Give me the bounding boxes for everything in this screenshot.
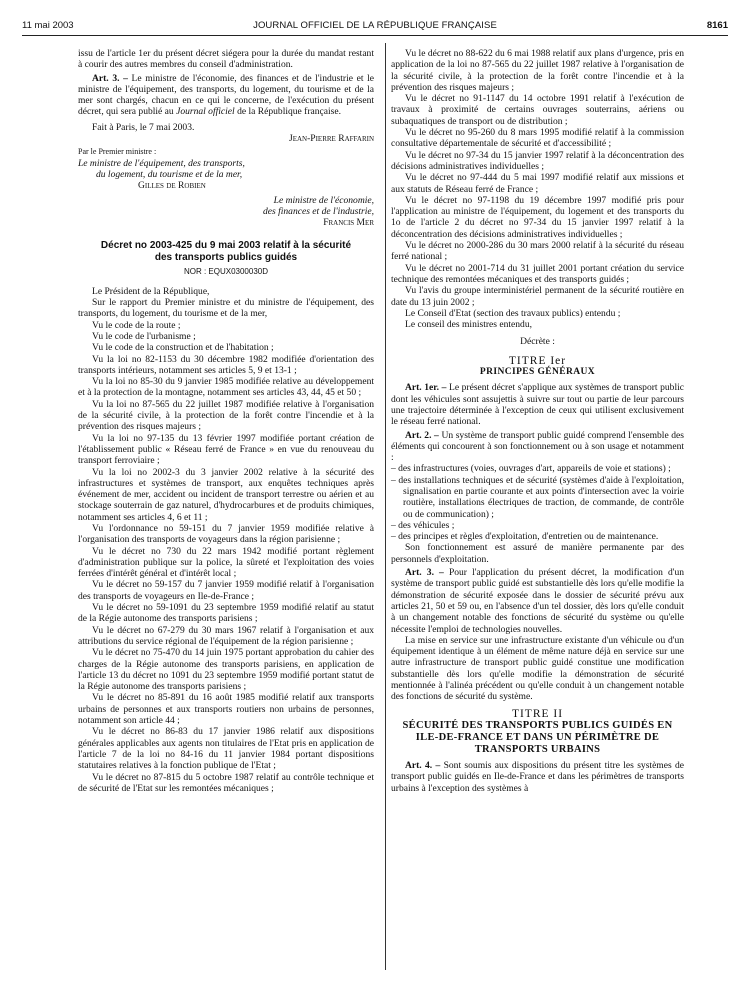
article-2 [391, 430, 684, 464]
visa-item: Vu le décret no 85-891 du 16 août 1985 modifié relatif aux transports urbains de personnes et aux transports routiers non urbains de personnes, notamment son article 44 ; [78, 692, 374, 727]
visa-item: Vu le décret no 97-34 du 15 janvier 1997 relatif à la déconcentration des décisions administratives individuelles ; [391, 149, 684, 172]
minister-equipment-line1: Le ministre de l'équipement, des transports, [78, 157, 245, 169]
article-2-list [391, 463, 684, 542]
article-text: Un système de transport public guidé comprend l'ensemble des éléments qui concourent à son fonctionnement ou à son usage et notamment : [391, 429, 685, 464]
nor-reference: NOR : EQUX0300030D [183, 267, 269, 277]
titre-1: TITRE Ier [508, 354, 567, 367]
visa-item: Vu le décret no 88-622 du 6 mai 1988 relatif aux plans d'urgence, pris en application de la loi no 87-565 du 22 juillet 1987 relative à l'organisation de la sécurité civile, à la protection de la forêt contre l'incendie et à la prévention des risques majeurs ; [391, 48, 684, 93]
minister-economy-line1: Le ministre de l'économie, [273, 194, 374, 206]
visa-item: Vu l'avis du groupe interministériel permanent de la sécurité routière en date du 13 juin 2002 ; [391, 285, 684, 308]
left-column [78, 48, 374, 794]
decrete: Décrète : [520, 336, 555, 348]
article-label: Art. 1er. – [405, 382, 447, 394]
visa-item: Vu la loi no 82-1153 du 30 décembre 1982 modifiée d'orientation des transports intérieurs, notamment ses articles 5, 9 et 13-1 ; [78, 353, 374, 376]
visa-item: Vu le décret no 91-1147 du 14 octobre 1991 relatif à l'exécution de travaux à proximité de certains ouvrages souterrains, aériens ou subaquatiques de transport ou de distribution ; [391, 93, 684, 127]
signature-pm: Jean-Pierre Raffarin [289, 133, 374, 145]
visa-item: Vu le décret no 59-157 du 7 janvier 1959 modifié relatif à l'organisation des transports de voyageurs en Ile-de-France ; [78, 579, 374, 602]
article-text-end: de la République française. [234, 106, 342, 118]
article-text: Le présent décret s'applique aux systèmes de transport public dont les véhicules sont assujettis à suivre sur tout ou partie de leur parcours une trajectoire déterminée à l'exception de ceux qui utilisent exclusivement le réseau ferré national. [391, 382, 684, 428]
visa-item: Vu le décret no 97-444 du 5 mai 1997 modifié relatif aux missions et aux statuts de Réseau ferré de France ; [391, 172, 684, 195]
column-separator [385, 43, 386, 970]
signature-equipment: Gilles de Robien [138, 180, 206, 192]
header-rule [22, 35, 728, 36]
paragraph: issu de l'article 1er du présent décret siégera pour la durée du mandat restant à courir des autres membres du conseil d'administration. [78, 48, 374, 71]
article-label: Art. 3. – [92, 72, 128, 84]
article-label: Art. 4. – [405, 759, 441, 771]
signature-economy: Francis Mer [323, 217, 374, 229]
visa-item: Vu le décret no 2000-286 du 30 mars 2000 relatif à la sécurité du réseau ferré national ; [391, 240, 684, 263]
article-1 [391, 382, 684, 427]
page-header [22, 20, 728, 34]
visa-item: Vu la loi no 2002-3 du 3 janvier 2002 relative à la sécurité des infrastructures et systèmes de transport, aux enquêtes techniques après événement de mer, accident ou incident de transport terrestre ou aérien et au stockage souterrain de gaz naturel, d'hydrocarbures et de produits chimiques, notamment ses articles 4, 6 et 11 ; [78, 466, 374, 523]
article-text: Pour l'application du présent décret, la modification d'un système de transport public guidé est substantielle dès lors qu'elle modifie la démonstration de sécurité exposée dans le dossier de sécurité prévu aux articles 21, 50 et 59 ou, en l'absence d'un tel dossier, dès lors qu'elle conduit à un changement notable des fonctions de sécurité du système ou qu'elle nécessite l'emploi de technologies nouvelles. [391, 567, 685, 635]
list-item: – des véhicules ; [391, 519, 455, 531]
article-3 [391, 567, 684, 635]
minister-equipment-line2: du logement, du tourisme et de la mer, [96, 168, 243, 180]
list-item: – des installations techniques et de sécurité (systèmes d'aide à l'exploitation, signalisation en partie courante et aux points d'intersection avec la voirie routière, installations électriques de traction, de commande, de contrôle ou de communication) ; [391, 474, 684, 520]
list-item: – des principes et règles d'exploitation, d'entretien ou de maintenance. [391, 531, 659, 543]
visa-item: Vu le décret no 97-1198 du 19 décembre 1997 modifié pris pour l'application au ministre de l'équipement, du logement et des transports du 1o de l'article 2 du décret no 97-34 du 15 janvier 1997 relatif à la déconcentration des décisions administratives individuelles ; [391, 194, 684, 240]
decret-title-line2: des transports publics guidés [154, 251, 298, 263]
article-text: Sont soumis aux dispositions du présent titre les systèmes de transport public guidés en Ile-de-France et dans les périmètres de transports urbains à l'exception des systèmes à [391, 759, 685, 794]
visa-item: Vu le décret no 730 du 22 mars 1942 modifié portant règlement d'administration publique sur la police, la sûreté et l'exploitation des voies ferrées d'intérêt général et d'intérêt local ; [78, 545, 374, 580]
article-label: Art. 3. – [405, 567, 444, 579]
visa-item: Vu le décret no 2001-714 du 31 juillet 2001 portant création du service technique des remontées mécaniques et des transports guidés ; [391, 262, 684, 285]
article-text: Le ministre de l'économie, des finances et de l'industrie et le ministre de l'équipement, des transports, du logement, du tourisme et de la mer sont chargés, chacun en ce qui le concerne, de l'exécution du présent décret, qui sera publié au [78, 72, 374, 118]
titre-2: TITRE II [511, 707, 564, 720]
visa-item: Vu le décret no 67-279 du 30 mars 1967 relatif à l'organisation et aux attributions du service régional de l'équipement de la région parisienne ; [78, 624, 374, 647]
page-number: 8161 [706, 20, 728, 31]
visa-item: Vu le décret no 87-815 du 5 octobre 1987 relatif au contrôle technique et de sécurité de l'Etat sur les remontées mécaniques ; [78, 771, 374, 794]
issue-date: 11 mai 2003 [22, 20, 74, 31]
visa-item: Vu le décret no 86-83 du 17 janvier 1986 relatif aux dispositions générales applicables aux agents non titulaires de l'Etat pris en application de l'article 7 de la loi no 84-16 du 11 janvier 1984 portant dispositions statutaires relatives à la fonction publique de l'Etat ; [78, 726, 374, 772]
visa-item: Vu la loi no 85-30 du 9 janvier 1985 modifiée relative au développement et à la protection de la montagne, notamment ses articles 43, 44, 45 et 50 ; [78, 376, 374, 399]
visa-item: Vu l'ordonnance no 59-151 du 7 janvier 1959 modifiée relative à l'organisation des transports de voyageurs dans la région parisienne ; [78, 522, 374, 546]
visa-list [391, 48, 684, 330]
par-le-premier-ministre: Par le Premier ministre : [78, 147, 157, 157]
visa-item: Vu le décret no 59-1091 du 23 septembre 1959 modifié relatif au statut de la Régie autonome des transports parisiens ; [78, 602, 374, 625]
minister-economy-line2: des finances et de l'industrie, [262, 205, 374, 217]
article-4 [391, 760, 684, 794]
article-label: Art. 2. – [405, 429, 439, 441]
visa-item: Vu le code de l'urbanisme ; [92, 330, 196, 342]
right-column [391, 48, 684, 794]
article-3 [78, 73, 374, 118]
visa-item: Sur le rapport du Premier ministre et du ministre de l'équipement, des transports, du logement, du tourisme et de la mer, [78, 297, 374, 320]
list-item: – des infrastructures (voies, ouvrages d'art, appareils de voie et stations) ; [391, 463, 671, 475]
paragraph: Son fonctionnement est assuré de manière permanente par des personnels d'exploitation. [391, 542, 684, 565]
visa-item: Vu le décret no 75-470 du 14 juin 1975 portant approbation du cahier des charges de la Régie autonome des transports parisiens, en application de l'article 13 du décret no 1091 du 23 septembre 1959 modifié portant statut de la Régie autonome des transports parisiens ; [78, 647, 374, 693]
president-line: Le Président de la République, [92, 285, 210, 297]
visa-item: Vu la loi no 97-135 du 13 février 1997 modifiée portant création de l'établissement public « Réseau ferré de France » en vue du renouveau du transport ferroviaire ; [78, 432, 374, 467]
journal-ref: Journal officiel [176, 106, 235, 118]
visa-item: Le Conseil d'Etat (section des travaux publics) entendu ; [405, 307, 621, 319]
visa-item: Vu le décret no 95-260 du 8 mars 1995 modifié relatif à la commission consultative départementale de sécurité et d'accessibilité ; [391, 127, 684, 150]
visa-list [78, 297, 374, 794]
visa-item: Vu le code de la route ; [92, 319, 181, 331]
decret-title-line1: Décret no 2003-425 du 9 mai 2003 relatif à la sécurité [100, 240, 352, 252]
journal-title: JOURNAL OFFICIEL DE LA RÉPUBLIQUE FRANÇAISE [253, 20, 497, 31]
fait-a-paris: Fait à Paris, le 7 mai 2003. [92, 121, 195, 133]
visa-item: Le conseil des ministres entendu, [405, 319, 532, 331]
visa-item: Vu le code de la construction et de l'habitation ; [92, 342, 274, 354]
titre-2-heading: SÉCURITÉ DES TRANSPORTS PUBLICS GUIDÉS EN ILE-DE-FRANCE ET DANS UN PÉRIMÈTRE DE TRANSPORTS URBAINS [402, 719, 673, 755]
paragraph: La mise en service sur une infrastructure existante d'un véhicule ou d'un équipement identique à un élément de même nature déjà en service sur une autre infrastructure de transport public guidé constitue une modification substantielle dès lors qu'elle modifie la démonstration de sécurité mentionnée à l'alinéa précédent ou qu'elle conduit à un changement notable des fonctions de sécurité du système. [391, 634, 684, 703]
decret-title [78, 240, 374, 263]
titre-1-heading: PRINCIPES GÉNÉRAUX [479, 367, 596, 378]
visa-item: Vu la loi no 87-565 du 22 juillet 1987 modifiée relative à l'organisation de la sécurité civile, à la protection de la forêt contre l'incendie et à la prévention des risques majeurs ; [78, 398, 374, 433]
